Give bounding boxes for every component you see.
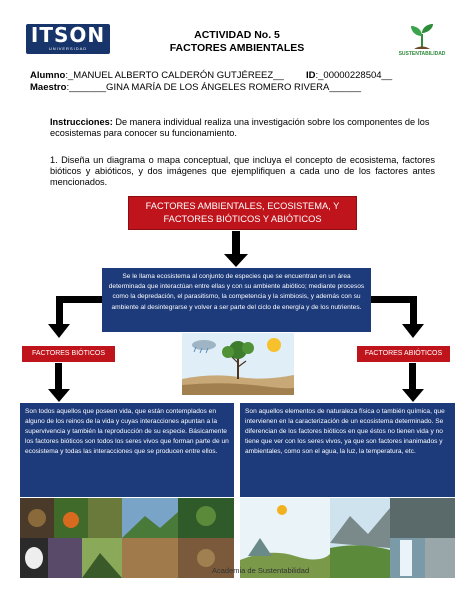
arrow-head-right: [402, 324, 424, 338]
id-row: [306, 70, 392, 81]
diagram-main-title: FACTORES AMBIENTALES, ECOSISTEMA, Y FACTORES BIÓTICOS Y ABIÓTICOS: [128, 196, 357, 230]
arrow-head-center: [224, 254, 248, 267]
biotic-factors-label: FACTORES BIÓTICOS: [22, 346, 115, 362]
arrow-head-left: [48, 324, 70, 338]
ecosystem-illustration: [182, 333, 294, 395]
arrow-head-abiotic: [402, 389, 424, 402]
alumno-row: [30, 70, 284, 81]
biotic-description-box: Son todos aquellos que poseen vida, que están contemplados en alguno de los reinos de la vida y cuyas interacciones apuntan a la supervivencia y también la reproducción de su especie. Básicamente los factores bióticos son todos los seres vivos que forman parte de un ecosistema y todas las interacciones que se producen entre ellos.: [20, 403, 234, 497]
arrow-shaft-biotic: [55, 363, 62, 391]
itson-logo-text: ITSON: [30, 23, 106, 47]
id-label: ID: [306, 70, 316, 81]
arrow-head-biotic: [48, 389, 70, 402]
alumno-label: Alumno: [30, 70, 66, 81]
activity-subtitle: FACTORES AMBIENTALES: [169, 42, 305, 54]
abiotic-description-box: Son aquellos elementos de naturaleza física o también química, que intervienen en la caracterización de un ecosistema determinado. Se diferencian de los factores bióticos en que éstos no tienen vida y no tiene que ver con los seres vivos, ya que son factores inanimados y ambientales, como son el agua, la luz, la temperatura, etc.: [240, 403, 455, 497]
sustentabilidad-label: SUSTENTABILIDAD: [398, 51, 446, 57]
arrow-shaft-center: [232, 231, 240, 255]
id-value: :_00000228504__: [315, 70, 393, 81]
activity-title: ACTIVIDAD No. 5: [194, 29, 280, 41]
connector-right-vertical: [410, 296, 417, 326]
biotic-photo-collage: [20, 498, 234, 578]
maestro-row: [30, 82, 361, 93]
maestro-label: Maestro: [30, 82, 67, 93]
instructions-paragraph: [50, 117, 435, 139]
arrow-shaft-abiotic: [409, 363, 416, 391]
connector-left-vertical: [56, 296, 63, 326]
task-paragraph: 1. Diseña un diagrama o mapa conceptual, que incluya el concepto de ecosistema, factores bióticos y abióticos, y dos imágenes que ejemplifiquen a cada uno de los factores antes mencionados.: [50, 155, 435, 188]
abiotic-factors-label: FACTORES ABIÓTICOS: [357, 346, 450, 362]
itson-logo-subtext: UNIVERSIDAD: [48, 46, 88, 51]
instructions-text: De manera individual realiza una investigación sobre los componentes de los ecosistemas para conocer su funcionamiento.: [50, 117, 430, 139]
maestro-value: :_______GINA MARÍA DE LOS ÁNGELES ROMERO RIVERA______: [66, 82, 362, 93]
instructions-label: Instrucciones:: [50, 117, 113, 127]
alumno-value: :_MANUEL ALBERTO CALDERÓN GUTJÉREEZ__: [65, 70, 284, 81]
footer-text: Academia de Sustentabilidad: [212, 566, 310, 575]
ecosystem-definition-box: Se le llama ecosistema al conjunto de especies que se encuentran en un área determinada que interactúan entre ellas y con su ambiente abiótico; mediante procesos como la depredación, el parasitismo, la competencia y la simbiosis, y además con su ambiente al desintegrarse y volver a ser parte del ciclo de energía y de los nutrientes.: [102, 268, 371, 332]
